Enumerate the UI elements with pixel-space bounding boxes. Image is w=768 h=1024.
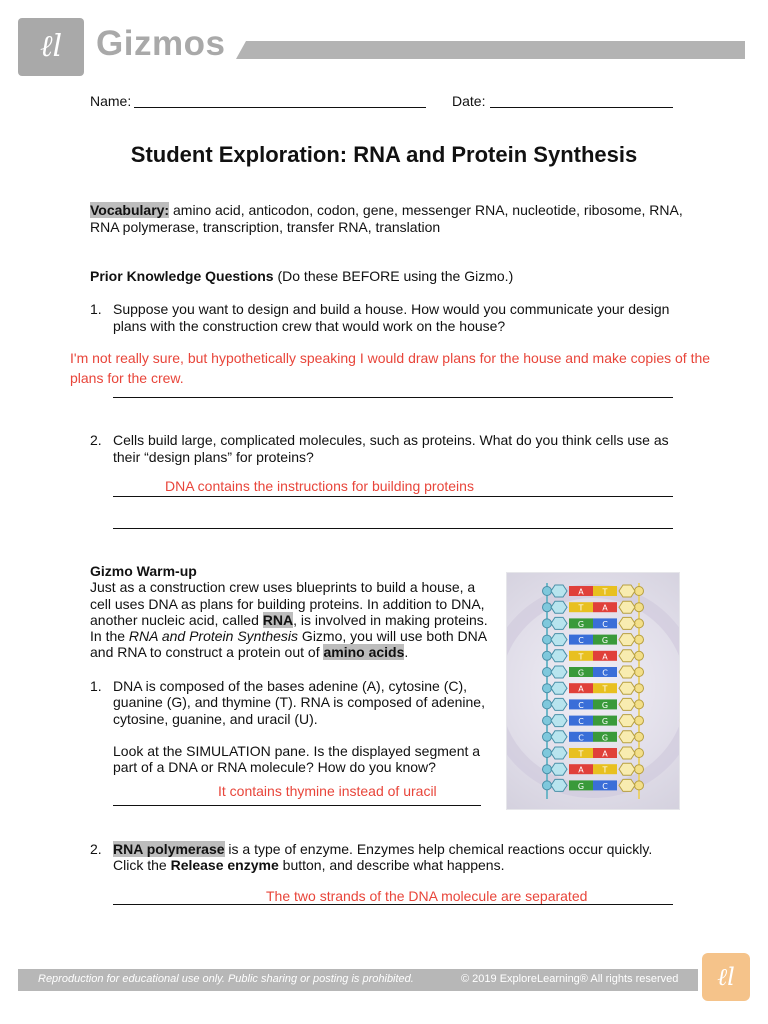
w2-answer-line <box>113 904 673 905</box>
q2-text-2: their “design plans” for proteins? <box>113 449 314 465</box>
warmup-p5a: and RNA to construct a protein out of <box>90 644 324 660</box>
date-label: Date: <box>452 93 486 109</box>
rna-polymerase-term: RNA polymerase <box>113 841 225 857</box>
vocabulary-label: Vocabulary: <box>90 202 170 218</box>
rna-term: RNA <box>262 612 294 628</box>
phosphate-right <box>635 765 644 774</box>
base-right-label: T <box>602 587 608 597</box>
phosphate-right <box>635 684 644 693</box>
dna-simulation-figure <box>506 572 680 810</box>
base-left-label: C <box>578 700 584 710</box>
sugar-left <box>551 650 567 662</box>
phosphate-left <box>543 716 552 725</box>
prior-heading-bold: Prior Knowledge Questions <box>90 268 274 284</box>
sugar-left <box>551 682 567 694</box>
sugar-right <box>619 601 635 613</box>
warmup-p5c: . <box>404 644 409 660</box>
q1-answer-line <box>113 397 673 398</box>
phosphate-left <box>543 651 552 660</box>
warmup-p3 <box>90 612 488 629</box>
name-field-line <box>134 107 426 108</box>
footer-copyright-notice: Reproduction for educational use only. Public sharing or posting is prohibited. <box>38 973 414 985</box>
w1-text-2: guanine (G), and thymine (T). RNA is composed of adenine, <box>113 694 485 710</box>
w1-text-3: cytosine, guanine, and uracil (U). <box>113 711 318 727</box>
sugar-right <box>619 650 635 662</box>
base-right-label: T <box>602 684 608 694</box>
footer-logo: ℓl <box>702 953 750 1001</box>
sugar-left <box>551 666 567 678</box>
base-left-label: A <box>578 587 584 597</box>
base-right-label: G <box>601 700 609 710</box>
phosphate-right <box>635 635 644 644</box>
sugar-left <box>551 698 567 710</box>
sugar-right <box>619 747 635 759</box>
footer-rights: © 2019 ExploreLearning® All rights reserved <box>461 973 679 985</box>
phosphate-right <box>635 732 644 741</box>
phosphate-left <box>543 684 552 693</box>
page-title: Student Exploration: RNA and Protein Synthesis <box>130 142 638 167</box>
phosphate-left <box>543 781 552 790</box>
base-right-label: C <box>602 619 608 629</box>
w2-text-2a: Click the <box>113 857 171 873</box>
w2-number: 2. <box>90 841 102 857</box>
phosphate-left <box>543 765 552 774</box>
warmup-p3c: , is involved in making proteins. <box>293 612 488 628</box>
phosphate-right <box>635 749 644 758</box>
phosphate-right <box>635 619 644 628</box>
q2-answer-line-2 <box>113 528 673 529</box>
phosphate-left <box>543 749 552 758</box>
base-left-label: A <box>578 684 584 694</box>
base-right-label: G <box>601 733 609 743</box>
base-left-label: A <box>578 765 584 775</box>
dna-molecule-image <box>507 573 679 809</box>
sugar-right <box>619 715 635 727</box>
w2-text-2c: button, and describe what happens. <box>278 857 505 873</box>
q1-text-1: Suppose you want to design and build a house. How would you communicate your design <box>113 301 670 317</box>
base-right-label: G <box>601 717 609 727</box>
q1-answer-2: plans for the crew. <box>70 370 184 386</box>
base-left-label: T <box>578 603 584 613</box>
warmup-p2: cell uses DNA as plans for building proteins. In addition to DNA, <box>90 596 485 612</box>
base-right-label: A <box>602 603 608 613</box>
sugar-left <box>551 585 567 597</box>
phosphate-right <box>635 603 644 612</box>
q2-text-1: Cells build large, complicated molecules, such as proteins. What do you think cells use as <box>113 432 669 448</box>
phosphate-left <box>543 700 552 709</box>
warmup-p4 <box>90 628 487 645</box>
warmup-p5 <box>90 644 408 661</box>
warmup-p4c: Gizmo, you will use both DNA <box>298 628 488 644</box>
base-right-label: A <box>602 652 608 662</box>
gizmos-brand: Gizmos <box>96 24 226 63</box>
phosphate-right <box>635 716 644 725</box>
header-stripe <box>236 41 745 59</box>
base-right-label: T <box>602 765 608 775</box>
phosphate-left <box>543 603 552 612</box>
phosphate-right <box>635 651 644 660</box>
gizmo-name: RNA and Protein Synthesis <box>128 628 299 644</box>
phosphate-left <box>543 668 552 677</box>
w1-answer-line <box>113 805 481 806</box>
sugar-left <box>551 601 567 613</box>
q2-answer-line-1 <box>113 496 673 497</box>
sugar-right <box>619 666 635 678</box>
w2-answer: The two strands of the DNA molecule are separated <box>266 888 588 904</box>
warmup-heading: Gizmo Warm-up <box>90 563 197 579</box>
base-left-label: G <box>577 781 585 791</box>
base-left-label: G <box>577 668 585 678</box>
base-left-label: G <box>577 619 585 629</box>
q2-number: 2. <box>90 432 102 448</box>
name-label: Name: <box>90 93 132 109</box>
w1-text-1: DNA is composed of the bases adenine (A), cytosine (C), <box>113 678 468 694</box>
date-field-line <box>490 107 673 108</box>
phosphate-right <box>635 781 644 790</box>
w1-text-4: Look at the SIMULATION pane. Is the displayed segment a <box>113 743 481 759</box>
warmup-p3a: another nucleic acid, called <box>90 612 263 628</box>
w1-answer: It contains thymine instead of uracil <box>218 783 437 799</box>
release-enzyme-term: Release enzyme <box>170 857 279 873</box>
sugar-right <box>619 731 635 743</box>
vocabulary-terms-1: amino acid, anticodon, codon, gene, messenger RNA, nucleotide, ribosome, RNA, <box>169 202 683 218</box>
sugar-right <box>619 698 635 710</box>
sugar-left <box>551 731 567 743</box>
sugar-right <box>619 634 635 646</box>
vocabulary-line-1 <box>90 202 683 219</box>
sugar-left <box>551 715 567 727</box>
sugar-left <box>551 747 567 759</box>
base-left-label: T <box>578 652 584 662</box>
base-right-label: C <box>602 668 608 678</box>
base-left-label: C <box>578 717 584 727</box>
w2-text-1 <box>113 841 652 858</box>
base-right-label: A <box>602 749 608 759</box>
prior-knowledge-heading <box>90 268 513 285</box>
explorelearning-logo: ℓl <box>18 18 84 76</box>
warmup-p1: Just as a construction crew uses blueprints to build a house, a <box>90 579 476 595</box>
phosphate-right <box>635 587 644 596</box>
base-right-label: G <box>601 636 609 646</box>
sugar-left <box>551 763 567 775</box>
w2-text-1-rest: is a type of enzyme. Enzymes help chemical reactions occur quickly. <box>224 841 653 857</box>
phosphate-left <box>543 732 552 741</box>
q1-number: 1. <box>90 301 102 317</box>
phosphate-left <box>543 635 552 644</box>
base-right-label: C <box>602 781 608 791</box>
q1-answer-1: I'm not really sure, but hypothetically speaking I would draw plans for the house and make copies of the <box>70 350 711 366</box>
sugar-right <box>619 682 635 694</box>
sugar-left <box>551 779 567 791</box>
base-left-label: C <box>578 636 584 646</box>
phosphate-left <box>543 587 552 596</box>
phosphate-right <box>635 700 644 709</box>
sugar-right <box>619 763 635 775</box>
prior-note: (Do these BEFORE using the Gizmo.) <box>273 268 514 284</box>
base-left-label: T <box>578 749 584 759</box>
sugar-right <box>619 585 635 597</box>
phosphate-left <box>543 619 552 628</box>
base-left-label: C <box>578 733 584 743</box>
sugar-right <box>619 617 635 629</box>
q2-answer: DNA contains the instructions for building proteins <box>165 478 474 494</box>
q1-text-2: plans with the construction crew that would work on the house? <box>113 318 506 334</box>
warmup-p4a: In the <box>90 628 129 644</box>
w2-text-2 <box>113 857 504 874</box>
vocabulary-line-2: RNA polymerase, transcription, transfer RNA, translation <box>90 219 441 235</box>
sugar-right <box>619 779 635 791</box>
w1-text-5: part of a DNA or RNA molecule? How do you know? <box>113 759 436 775</box>
sugar-left <box>551 617 567 629</box>
phosphate-right <box>635 668 644 677</box>
w1-number: 1. <box>90 678 102 694</box>
amino-acids-term: amino acids <box>323 644 405 660</box>
sugar-left <box>551 634 567 646</box>
